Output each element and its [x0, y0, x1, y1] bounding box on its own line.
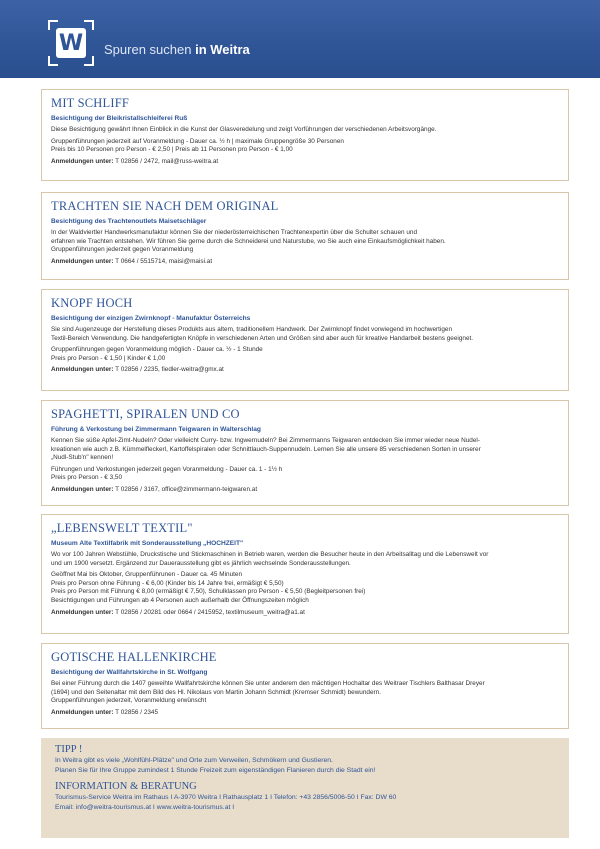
registration-contact: T 02856 / 2472, mail@russ-weitra.at: [115, 157, 219, 165]
card-paragraph: [51, 551, 559, 568]
offer-card: [41, 289, 569, 391]
tip-line: Planen Sie für Ihre Gruppe zumindest 1 Stunde Freizeit zum eigenständigen Flanieren durch die Stadt ein!: [55, 766, 376, 774]
card-paragraph: [51, 571, 559, 605]
card-paragraph: [51, 346, 559, 363]
card-line: „Nudl-Stub'n" kennen!: [51, 454, 114, 462]
card-line: Preis pro Person - € 3,50: [51, 474, 123, 482]
card-line: Gruppenführungen gegen Voranmeldung möglich - Dauer ca. ½ - 1 Stunde: [51, 346, 263, 354]
registration-contact: T 02856 / 20281 oder 0664 / 2415952, textilmuseum_weitra@a1.at: [115, 608, 305, 616]
card-title: MIT SCHLIFF: [51, 96, 130, 110]
card-subtitle: Besichtigung der einzigen Zwirnknopf - Manufaktur Österreichs: [51, 315, 251, 322]
card-line: Wo vor 100 Jahren Webstühle, Druckstische und Stickmaschinen in Betrieb waren, werden die Besucher heute in den Arbeitsalltag und die Lebenswelt vor: [51, 551, 489, 558]
registration: [51, 158, 559, 167]
registration-contact: T 02856 / 2235, fiedler-weitra@gmx.at: [115, 366, 224, 374]
card-line: Besichtigungen und Führungen ab 4 Personen auch außerhalb der Öffnungszeiten möglich: [51, 596, 309, 604]
card-line: Preis pro Person - € 1,50 | Kinder € 1,00: [51, 354, 166, 362]
registration-label: Anmeldungen unter:: [51, 157, 114, 165]
card-paragraph: [51, 138, 559, 155]
card-line: erfahren wie Trachten entstehen. Wir führen Sie gerne durch die Schneiderei und Naturstube, wo Sie auch eine Einkaufsmöglichkeit haben.: [51, 237, 446, 245]
card-line: Textil-Bereich Verwendung. Die handgefertigten Knöpfe in verschiedenen Arten und Größen sind aber auch für kreative Handarbeit bestens geeignet.: [51, 334, 474, 342]
card-line: Gruppenführungen jederzeit gegen Voranmeldung: [51, 246, 194, 254]
card-paragraph: [51, 126, 559, 135]
weitra-logo: [48, 20, 94, 66]
card-line: (1694) und den Seitenaltar mit dem Bild des Hl. Nikolaus von Martin Johann Schmidt (Kremser Schmidt) bewundern.: [51, 688, 381, 696]
card-line: und um 1900 versetzt. Ergänzend zur Dauerausstellung gibt es jährlich wechselnde Sonderausstellungen.: [51, 559, 351, 567]
offer-card: [41, 643, 569, 729]
card-paragraph: [51, 229, 559, 255]
info-line: Email: info@weitra-tourismus.at I www.weitra-tourismus.at I: [55, 803, 235, 811]
registration-contact: T 02856 / 2345: [115, 708, 159, 716]
info-text: [55, 793, 555, 812]
registration-contact: T 02856 / 3167, office@zimmermann-teigwaren.at: [115, 485, 258, 493]
card-line: Gruppenführungen jederzeit auf Voranmeldung - Dauer ca. ½ h | maximale Gruppengröße 30 Personen: [51, 137, 344, 145]
card-subtitle: Besichtigung der Bleikristallschleiferei Ruß: [51, 115, 188, 122]
registration-label: Anmeldungen unter:: [51, 257, 114, 265]
card-line: Preis bis 10 Personen pro Person - € 2,50 | Preis ab 11 Personen pro Person - € 1,00: [51, 146, 293, 154]
info-line: Tourismus-Service Weitra im Rathaus I A-3970 Weitra I Rathausplatz 1 I Telefon: +43 2856/5006-50 I Fax: DW 60: [55, 794, 397, 801]
info-title: INFORMATION & BERATUNG: [55, 781, 197, 792]
card-line: Bei einer Führung durch die 1407 geweihte Wallfahrtskirche können Sie unter anderem den mächtigen Hochaltar des Weitraer Tischlers Balthasar Dreyer: [51, 680, 485, 687]
card-line: Sie sind Augenzeuge der Herstellung dieses Produkts aus altem, traditionellem Handwerk. Der Zwirnknopf findet vorwiegend im hochwertigen: [51, 326, 453, 333]
registration-contact: T 0664 / 5515714, maisi@maisi.at: [115, 257, 213, 265]
card-line: Kennen Sie süße Apfel-Zimt-Nudeln? Oder vielleicht Curry- bzw. Ingwernudeln? Bei Zimmermanns Teigwaren entdecken Sie immer wieder neue Nudel-: [51, 437, 480, 444]
offer-card: [41, 514, 569, 634]
card-line: kreationen wie auch z.B. Kümmelfleckerl, Kartoffelspiralen oder Schnittlauch-Suppennudeln. Lernen Sie alle unsere 85 verschiedenen Sorten in unserer: [51, 445, 481, 453]
card-line: Diese Besichtigung gewährt Ihnen Einblick in die Kunst der Glasveredelung und zeigt Vorführungen der verschiedenen Arbeitsvorgänge.: [51, 126, 437, 133]
card-title: SPAGHETTI, SPIRALEN UND CO: [51, 407, 240, 421]
brand-light: Spuren suchen: [104, 42, 192, 57]
offer-card: [41, 192, 569, 280]
tip-title: TIPP !: [55, 744, 83, 755]
registration-label: Anmeldungen unter:: [51, 608, 114, 616]
card-line: Preis pro Person mit Führung € 8,00 (ermäßigt € 7,50), Schulklassen pro Person - € 5,50 (Begleitpersonen frei): [51, 588, 366, 596]
card-subtitle: Museum Alte Textilfabrik mit Sonderausstellung „HOCHZEIT": [51, 540, 244, 547]
card-paragraph: [51, 326, 559, 343]
tip-box: [41, 738, 569, 838]
logo-letter: W: [58, 30, 84, 56]
card-line: Gruppenführungen jederzeit, Voranmeldung erwünscht: [51, 697, 207, 705]
card-paragraph: [51, 437, 559, 463]
registration: [51, 486, 559, 495]
card-title: KNOPF HOCH: [51, 296, 133, 310]
card-title: TRACHTEN SIE NACH DEM ORIGINAL: [51, 199, 279, 213]
registration: [51, 609, 559, 618]
tip-line: In Weitra gibt es viele „Wohlfühl-Plätze" und Orte zum Verweilen, Schmökern und Gustieren.: [55, 757, 333, 764]
card-title: GOTISCHE HALLENKIRCHE: [51, 650, 217, 664]
brand-bold: in Weitra: [195, 42, 250, 57]
tip-text: [55, 756, 555, 775]
brand-tagline: [104, 42, 250, 57]
registration: [51, 366, 559, 375]
offer-card: [41, 89, 569, 181]
card-line: Preis pro Person ohne Führung - € 6,00 (Kinder bis 14 Jahre frei, ermäßigt € 5,50): [51, 579, 284, 587]
card-title: „LEBENSWELT TEXTIL": [51, 521, 193, 535]
registration: [51, 709, 559, 718]
registration-label: Anmeldungen unter:: [51, 708, 114, 716]
card-subtitle: Besichtigung des Trachtenoutlets Maisetschläger: [51, 218, 207, 225]
registration-label: Anmeldungen unter:: [51, 485, 114, 493]
offer-card: [41, 400, 569, 506]
card-paragraph: [51, 680, 559, 706]
card-paragraph: [51, 466, 559, 483]
card-line: In der Waldviertler Handwerksmanufaktur können Sie der niederösterreichischen Trachtenexpertin über die Schulter schauen und: [51, 229, 418, 236]
registration-label: Anmeldungen unter:: [51, 366, 114, 374]
card-subtitle: Führung & Verkostung bei Zimmermann Teigwaren in Walterschlag: [51, 426, 261, 433]
card-line: Führungen und Verkostungen jederzeit gegen Voranmeldung - Dauer ca. 1 - 1½ h: [51, 465, 283, 473]
card-line: Geöffnet Mai bis Oktober, Gruppenführunen - Dauer ca. 45 Minuten: [51, 571, 243, 579]
card-subtitle: Besichtigung der Wallfahrtskirche in St. Wolfgang: [51, 669, 208, 676]
registration: [51, 258, 559, 267]
page-header: [0, 0, 600, 78]
